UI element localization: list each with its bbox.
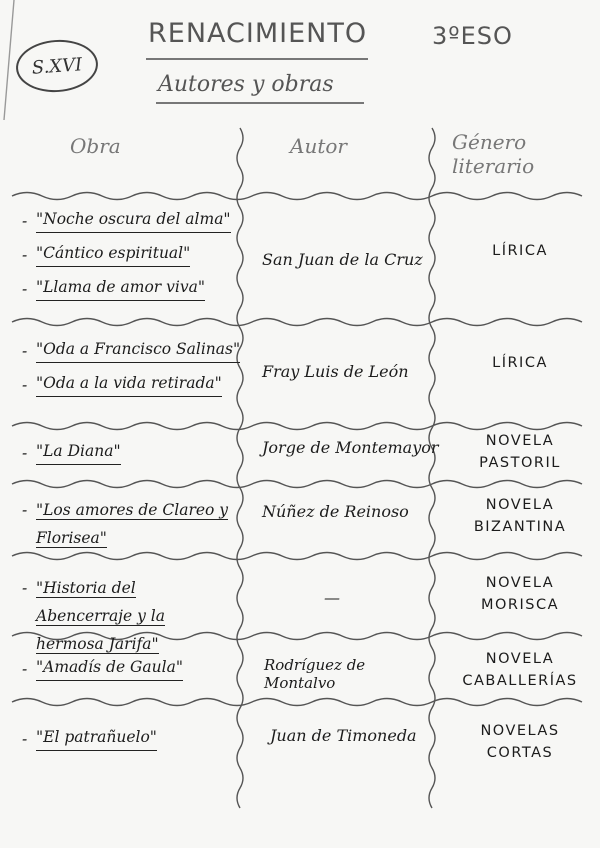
column-header-obra: Obra (70, 134, 121, 158)
page-title: RENACIMIENTO (148, 18, 368, 49)
column-divider-2 (429, 128, 435, 808)
author-cell: Fray Luis de León (262, 362, 409, 381)
genre-cell: NOVELA BIZANTINA (473, 497, 567, 535)
works-cell (22, 206, 252, 308)
row-divider-2 (12, 423, 582, 430)
list-item: - "Cántico espiritual" (22, 240, 252, 274)
row-divider-3 (12, 481, 582, 488)
works-cell (22, 724, 252, 758)
work-title: "Oda a Francisco Salinas" (36, 336, 240, 363)
work-title: "Oda a la vida retirada" (36, 370, 222, 397)
work-title: "La Diana" (36, 438, 121, 465)
work-title: "Los amores de Clareo y Florisea" (36, 501, 229, 547)
work-title: "Noche oscura del alma" (36, 206, 231, 233)
list-item: - "Amadís de Gaula" (22, 654, 252, 688)
work-title: "Historia del Abencerraje y la hermosa Jarifa" (36, 579, 165, 653)
works-cell (22, 438, 252, 472)
genre-cell: LÍRICA (492, 355, 548, 371)
author-cell: San Juan de la Cruz (262, 250, 423, 269)
author-cell: Núñez de Reinoso (262, 502, 409, 521)
genre-cell: NOVELA CABALLERÍAS (462, 651, 578, 689)
list-item: - "Historia del Abencerraje y la hermosa Jarifa" (22, 579, 165, 653)
margin-line (4, 0, 14, 120)
work-title: "Cántico espiritual" (36, 240, 190, 267)
work-title: "El patrañuelo" (36, 724, 157, 751)
subtitle-underline (156, 102, 364, 104)
list-item: - "El patrañuelo" (22, 724, 252, 758)
genre-cell: NOVELA PASTORIL (479, 433, 561, 471)
author-cell: — (324, 588, 340, 607)
work-title: "Amadís de Gaula" (36, 654, 183, 681)
genre-cell: LÍRICA (492, 243, 548, 259)
list-item: - "Llama de amor viva" (22, 274, 252, 308)
genre-cell: NOVELAS CORTAS (480, 723, 560, 761)
list-item: - "Noche oscura del alma" (22, 206, 252, 240)
row-divider-6 (12, 699, 582, 706)
author-cell: Jorge de Montemayor (262, 438, 439, 457)
column-header-autor: Autor (290, 134, 347, 158)
genre-cell: NOVELA MORISCA (480, 575, 560, 613)
row-divider-header (12, 193, 582, 200)
row-divider-4 (12, 553, 582, 560)
list-item: - "Oda a la vida retirada" (22, 370, 252, 404)
row-divider-1 (12, 319, 582, 326)
works-cell (22, 654, 252, 688)
works-cell (22, 574, 234, 658)
title-underline (146, 58, 368, 60)
century-label: S.XVI (31, 53, 83, 79)
list-item: - "La Diana" (22, 438, 252, 472)
column-header-genero: Género literario (452, 130, 535, 178)
works-cell (22, 336, 252, 404)
author-cell: Rodríguez de Montalvo (264, 656, 366, 692)
list-item: - "Oda a Francisco Salinas" (22, 336, 252, 370)
work-title: "Llama de amor viva" (36, 274, 205, 301)
works-cell (22, 496, 232, 552)
page-subtitle: Autores y obras (158, 72, 334, 97)
author-cell: Juan de Timoneda (270, 726, 417, 745)
list-item: - "Los amores de Clareo y Florisea" (22, 501, 229, 547)
grade-label: 3ºESO (432, 22, 513, 50)
